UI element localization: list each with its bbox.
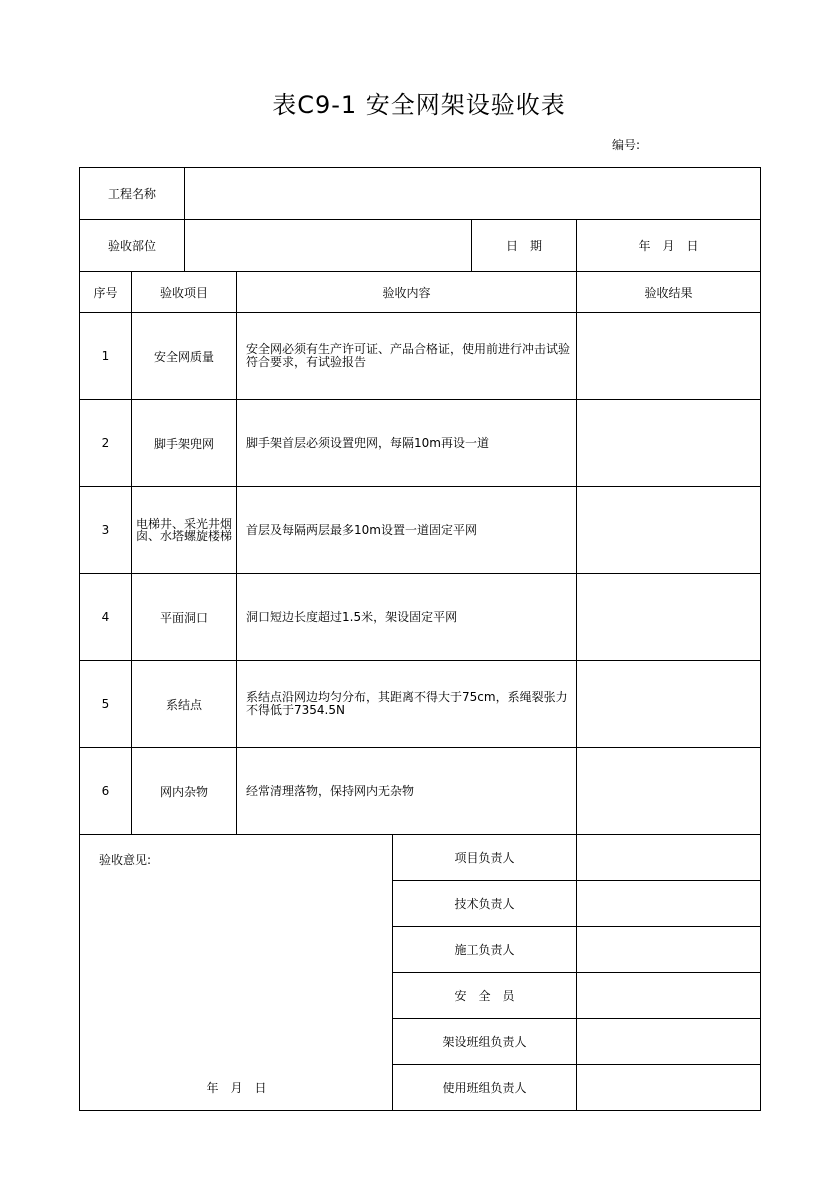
signature-role: 项目负责人 bbox=[393, 835, 577, 881]
table-row bbox=[80, 487, 761, 574]
signature-field[interactable] bbox=[577, 835, 761, 881]
row-item: 安全网质量 bbox=[132, 313, 237, 400]
row-item: 网内杂物 bbox=[132, 748, 237, 835]
signature-field[interactable] bbox=[577, 1019, 761, 1065]
table-header-row bbox=[80, 272, 761, 313]
table-row bbox=[80, 400, 761, 487]
row-content: 脚手架首层必须设置兜网，每隔10m再设一道 bbox=[237, 400, 577, 487]
table-row bbox=[80, 574, 761, 661]
row-no: 5 bbox=[80, 661, 132, 748]
signature-role: 架设班组负责人 bbox=[393, 1019, 577, 1065]
row-item: 脚手架兜网 bbox=[132, 400, 237, 487]
row-no: 2 bbox=[80, 400, 132, 487]
row-content: 经常清理落物，保持网内无杂物 bbox=[237, 748, 577, 835]
row-no: 3 bbox=[80, 487, 132, 574]
signature-role: 使用班组负责人 bbox=[393, 1065, 577, 1111]
row-result-field[interactable] bbox=[577, 487, 761, 574]
signature-role: 施工负责人 bbox=[393, 927, 577, 973]
signature-role: 技术负责人 bbox=[393, 881, 577, 927]
acceptance-part-field[interactable] bbox=[185, 220, 472, 272]
row-no: 4 bbox=[80, 574, 132, 661]
opinion-label: 验收意见: bbox=[99, 853, 152, 867]
project-name-row bbox=[80, 168, 761, 220]
acceptance-part-label: 验收部位 bbox=[80, 220, 185, 272]
col-header-content: 验收内容 bbox=[237, 272, 577, 313]
table-row bbox=[80, 313, 761, 400]
signature-field[interactable] bbox=[577, 1065, 761, 1111]
date-label: 日 期 bbox=[472, 220, 577, 272]
row-result-field[interactable] bbox=[577, 574, 761, 661]
row-no: 1 bbox=[80, 313, 132, 400]
row-result-field[interactable] bbox=[577, 400, 761, 487]
row-no: 6 bbox=[80, 748, 132, 835]
page-title: 表C9-1 安全网架设验收表 bbox=[272, 91, 566, 119]
table-row bbox=[80, 661, 761, 748]
row-result-field[interactable] bbox=[577, 313, 761, 400]
signature-field[interactable] bbox=[577, 927, 761, 973]
acceptance-part-row bbox=[80, 220, 761, 272]
row-result-field[interactable] bbox=[577, 748, 761, 835]
doc-number-label: 编号: bbox=[612, 138, 641, 152]
row-content: 首层及每隔两层最多10m设置一道固定平网 bbox=[237, 487, 577, 574]
acceptance-form bbox=[79, 167, 760, 1111]
col-header-result: 验收结果 bbox=[577, 272, 761, 313]
row-result-field[interactable] bbox=[577, 661, 761, 748]
row-item: 电梯井、采光井烟囱、水塔螺旋楼梯 bbox=[132, 487, 237, 574]
row-item: 系结点 bbox=[132, 661, 237, 748]
form-table bbox=[79, 167, 761, 1111]
signature-role: 安 全 员 bbox=[393, 973, 577, 1019]
project-name-field[interactable] bbox=[185, 168, 761, 220]
opinion-box[interactable] bbox=[80, 835, 393, 1111]
table-row bbox=[80, 748, 761, 835]
signature-field[interactable] bbox=[577, 973, 761, 1019]
row-item: 平面洞口 bbox=[132, 574, 237, 661]
row-content: 系结点沿网边均匀分布，其距离不得大于75cm，系绳裂张力不得低于7354.5N bbox=[237, 661, 577, 748]
signature-row bbox=[80, 835, 761, 881]
col-header-item: 验收项目 bbox=[132, 272, 237, 313]
opinion-date: 年 月 日 bbox=[206, 1081, 267, 1095]
date-field[interactable]: 年 月 日 bbox=[577, 220, 761, 272]
row-content: 洞口短边长度超过1.5米，架设固定平网 bbox=[237, 574, 577, 661]
row-content: 安全网必须有生产许可证、产品合格证，使用前进行冲击试验符合要求，有试验报告 bbox=[237, 313, 577, 400]
signature-field[interactable] bbox=[577, 881, 761, 927]
project-name-label: 工程名称 bbox=[80, 168, 185, 220]
col-header-no: 序号 bbox=[80, 272, 132, 313]
